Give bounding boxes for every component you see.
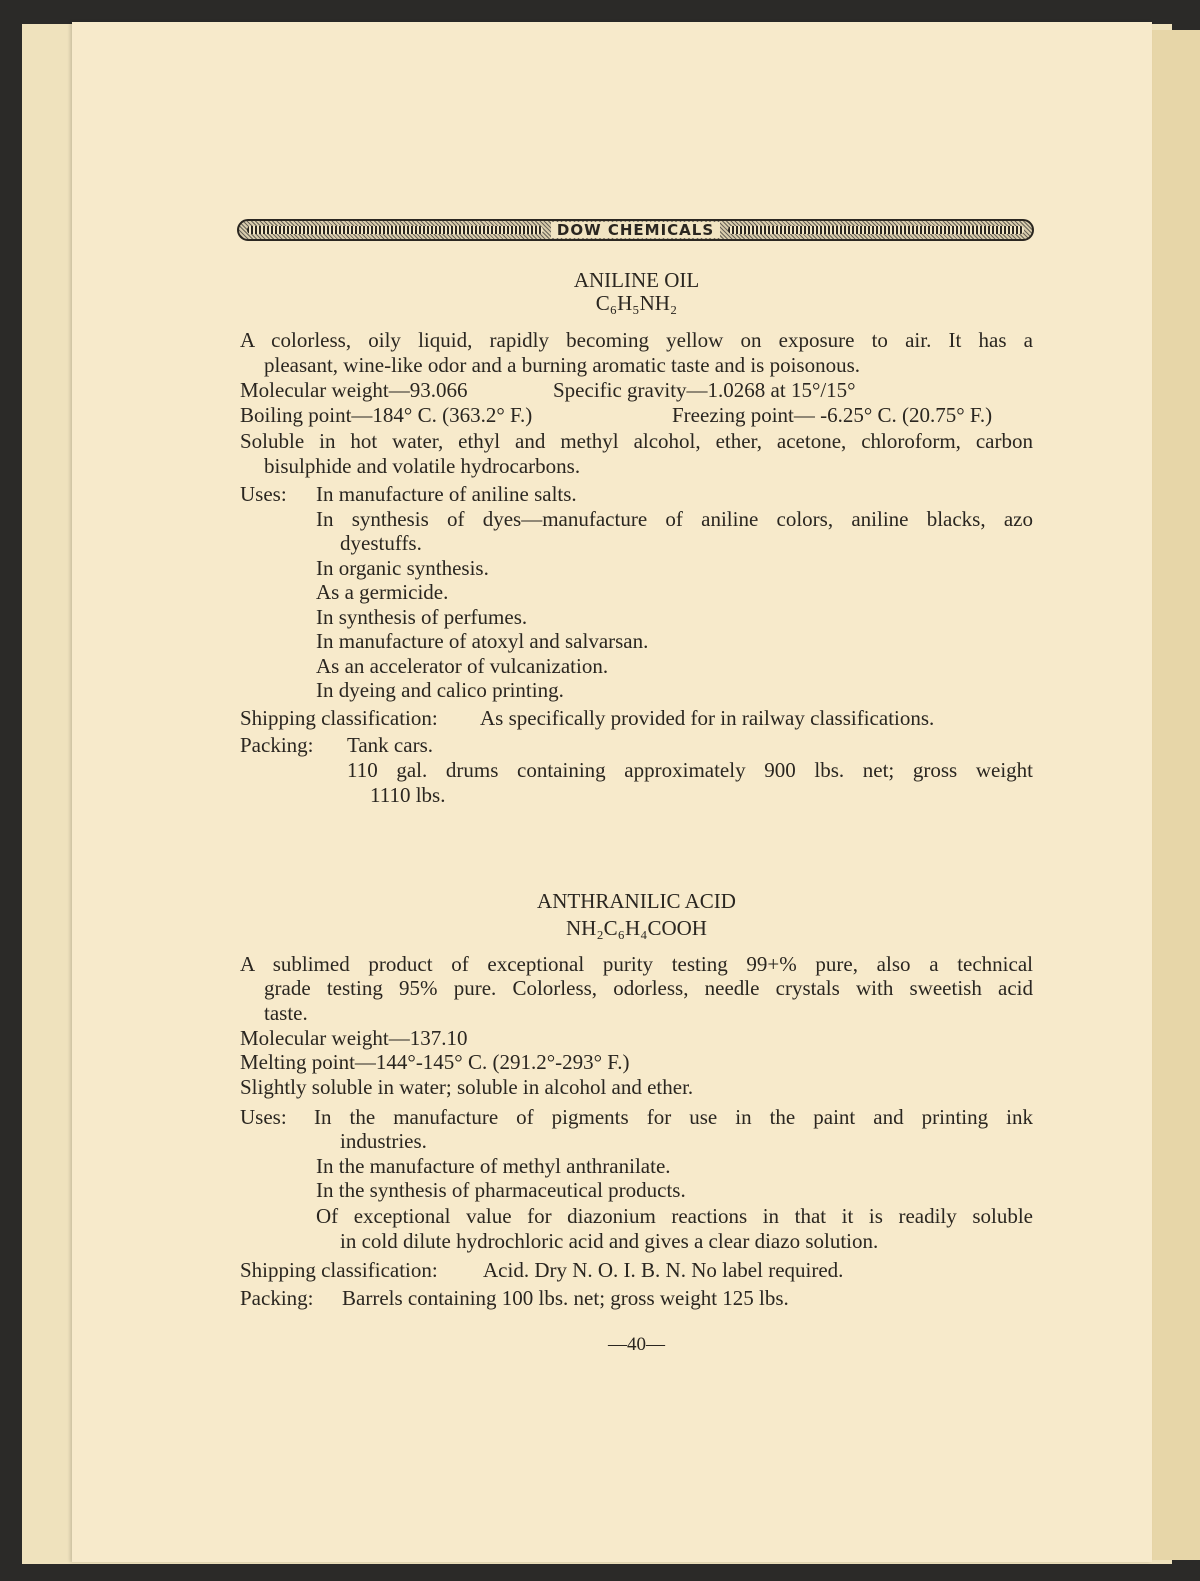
aniline-packing-item: Tank cars. xyxy=(347,733,433,757)
aniline-packing-item: 110 gal. drums containing approximately 900 lbs. net; gross weight xyxy=(347,758,1033,782)
banner-ornament-left xyxy=(247,226,543,234)
aniline-molecular-weight: Molecular weight—93.066 xyxy=(240,378,468,402)
anthranilic-use-item: Of exceptional value for diazonium reactions in that it is readily soluble xyxy=(316,1204,1033,1228)
aniline-solubility-line: bisulphide and volatile hydrocarbons. xyxy=(264,454,581,478)
anthranilic-desc-line: taste. xyxy=(264,1001,308,1025)
aniline-packing-label: Packing: xyxy=(240,733,314,757)
aniline-use-item: In synthesis of dyes—manufacture of aniline colors, aniline blacks, azo xyxy=(316,507,1033,531)
anthranilic-use-item: In the manufacture of pigments for use in the paint and printing ink xyxy=(314,1105,1033,1129)
aniline-use-item: dyestuffs. xyxy=(340,531,422,555)
anthranilic-uses-label: Uses: xyxy=(240,1105,287,1129)
aniline-solubility-line: Soluble in hot water, ethyl and methyl alcohol, ether, acetone, chloroform, carbon xyxy=(240,429,1033,453)
aniline-formula: C₆H₅NH₂ xyxy=(595,291,678,315)
aniline-use-item: As a germicide. xyxy=(316,580,449,604)
anthranilic-use-item: in cold dilute hydrochloric acid and gives a clear diazo solution. xyxy=(340,1229,879,1253)
anthranilic-desc-line: grade testing 95% pure. Colorless, odorless, needle crystals with sweetish acid xyxy=(264,976,1033,1000)
page xyxy=(72,22,1152,1562)
aniline-title: ANILINE OIL xyxy=(573,268,700,292)
anthranilic-solubility: Slightly soluble in water; soluble in alcohol and ether. xyxy=(240,1075,694,1099)
page-number: —40— xyxy=(608,1334,665,1355)
banner-ornament-right xyxy=(728,226,1024,234)
anthranilic-desc-line: A sublimed product of exceptional purity testing 99+% pure, also a technical xyxy=(240,952,1033,976)
aniline-use-item: In synthesis of perfumes. xyxy=(316,605,528,629)
dow-chemicals-banner xyxy=(237,219,1034,241)
anthranilic-use-item: In the synthesis of pharmaceutical products. xyxy=(316,1178,686,1202)
aniline-packing-item: 1110 lbs. xyxy=(370,783,446,807)
aniline-use-item: In organic synthesis. xyxy=(316,556,489,580)
aniline-desc-line: pleasant, wine-like odor and a burning aromatic taste and is poisonous. xyxy=(264,353,861,377)
anthranilic-use-item: In the manufacture of methyl anthranilate. xyxy=(316,1154,671,1178)
anthranilic-use-item: industries. xyxy=(340,1129,427,1153)
aniline-freezing-point: Freezing point— -6.25° C. (20.75° F.) xyxy=(672,403,993,427)
aniline-use-item: In manufacture of atoxyl and salvarsan. xyxy=(316,629,649,653)
facing-page-edge xyxy=(1152,30,1200,1560)
anthranilic-packing-value: Barrels containing 100 lbs. net; gross weight 125 lbs. xyxy=(342,1286,789,1310)
aniline-use-item: As an accelerator of vulcanization. xyxy=(316,654,609,678)
aniline-desc-line: A colorless, oily liquid, rapidly becoming yellow on exposure to air. It has a xyxy=(240,328,1033,352)
aniline-boiling-point: Boiling point—184° C. (363.2° F.) xyxy=(240,403,533,427)
anthranilic-shipping-label: Shipping classification: xyxy=(240,1258,438,1282)
anthranilic-title: ANTHRANILIC ACID xyxy=(537,889,736,913)
anthranilic-formula: NH₂C₆H₄COOH xyxy=(566,916,707,940)
aniline-use-item: In manufacture of aniline salts. xyxy=(316,482,577,506)
aniline-use-item: In dyeing and calico printing. xyxy=(316,678,564,702)
anthranilic-packing-label: Packing: xyxy=(240,1286,314,1310)
aniline-shipping-value: As specifically provided for in railway classifications. xyxy=(480,706,935,730)
anthranilic-molecular-weight: Molecular weight—137.10 xyxy=(240,1026,468,1050)
banner-text: DOW CHEMICALS xyxy=(551,222,720,238)
anthranilic-melting-point: Melting point—144°-145° C. (291.2°-293° F.) xyxy=(240,1050,630,1074)
anthranilic-shipping-value: Acid. Dry N. O. I. B. N. No label required. xyxy=(483,1258,844,1282)
aniline-uses-label: Uses: xyxy=(240,482,287,506)
aniline-shipping-label: Shipping classification: xyxy=(240,706,438,730)
aniline-specific-gravity: Specific gravity—1.0268 at 15°/15° xyxy=(553,378,856,402)
